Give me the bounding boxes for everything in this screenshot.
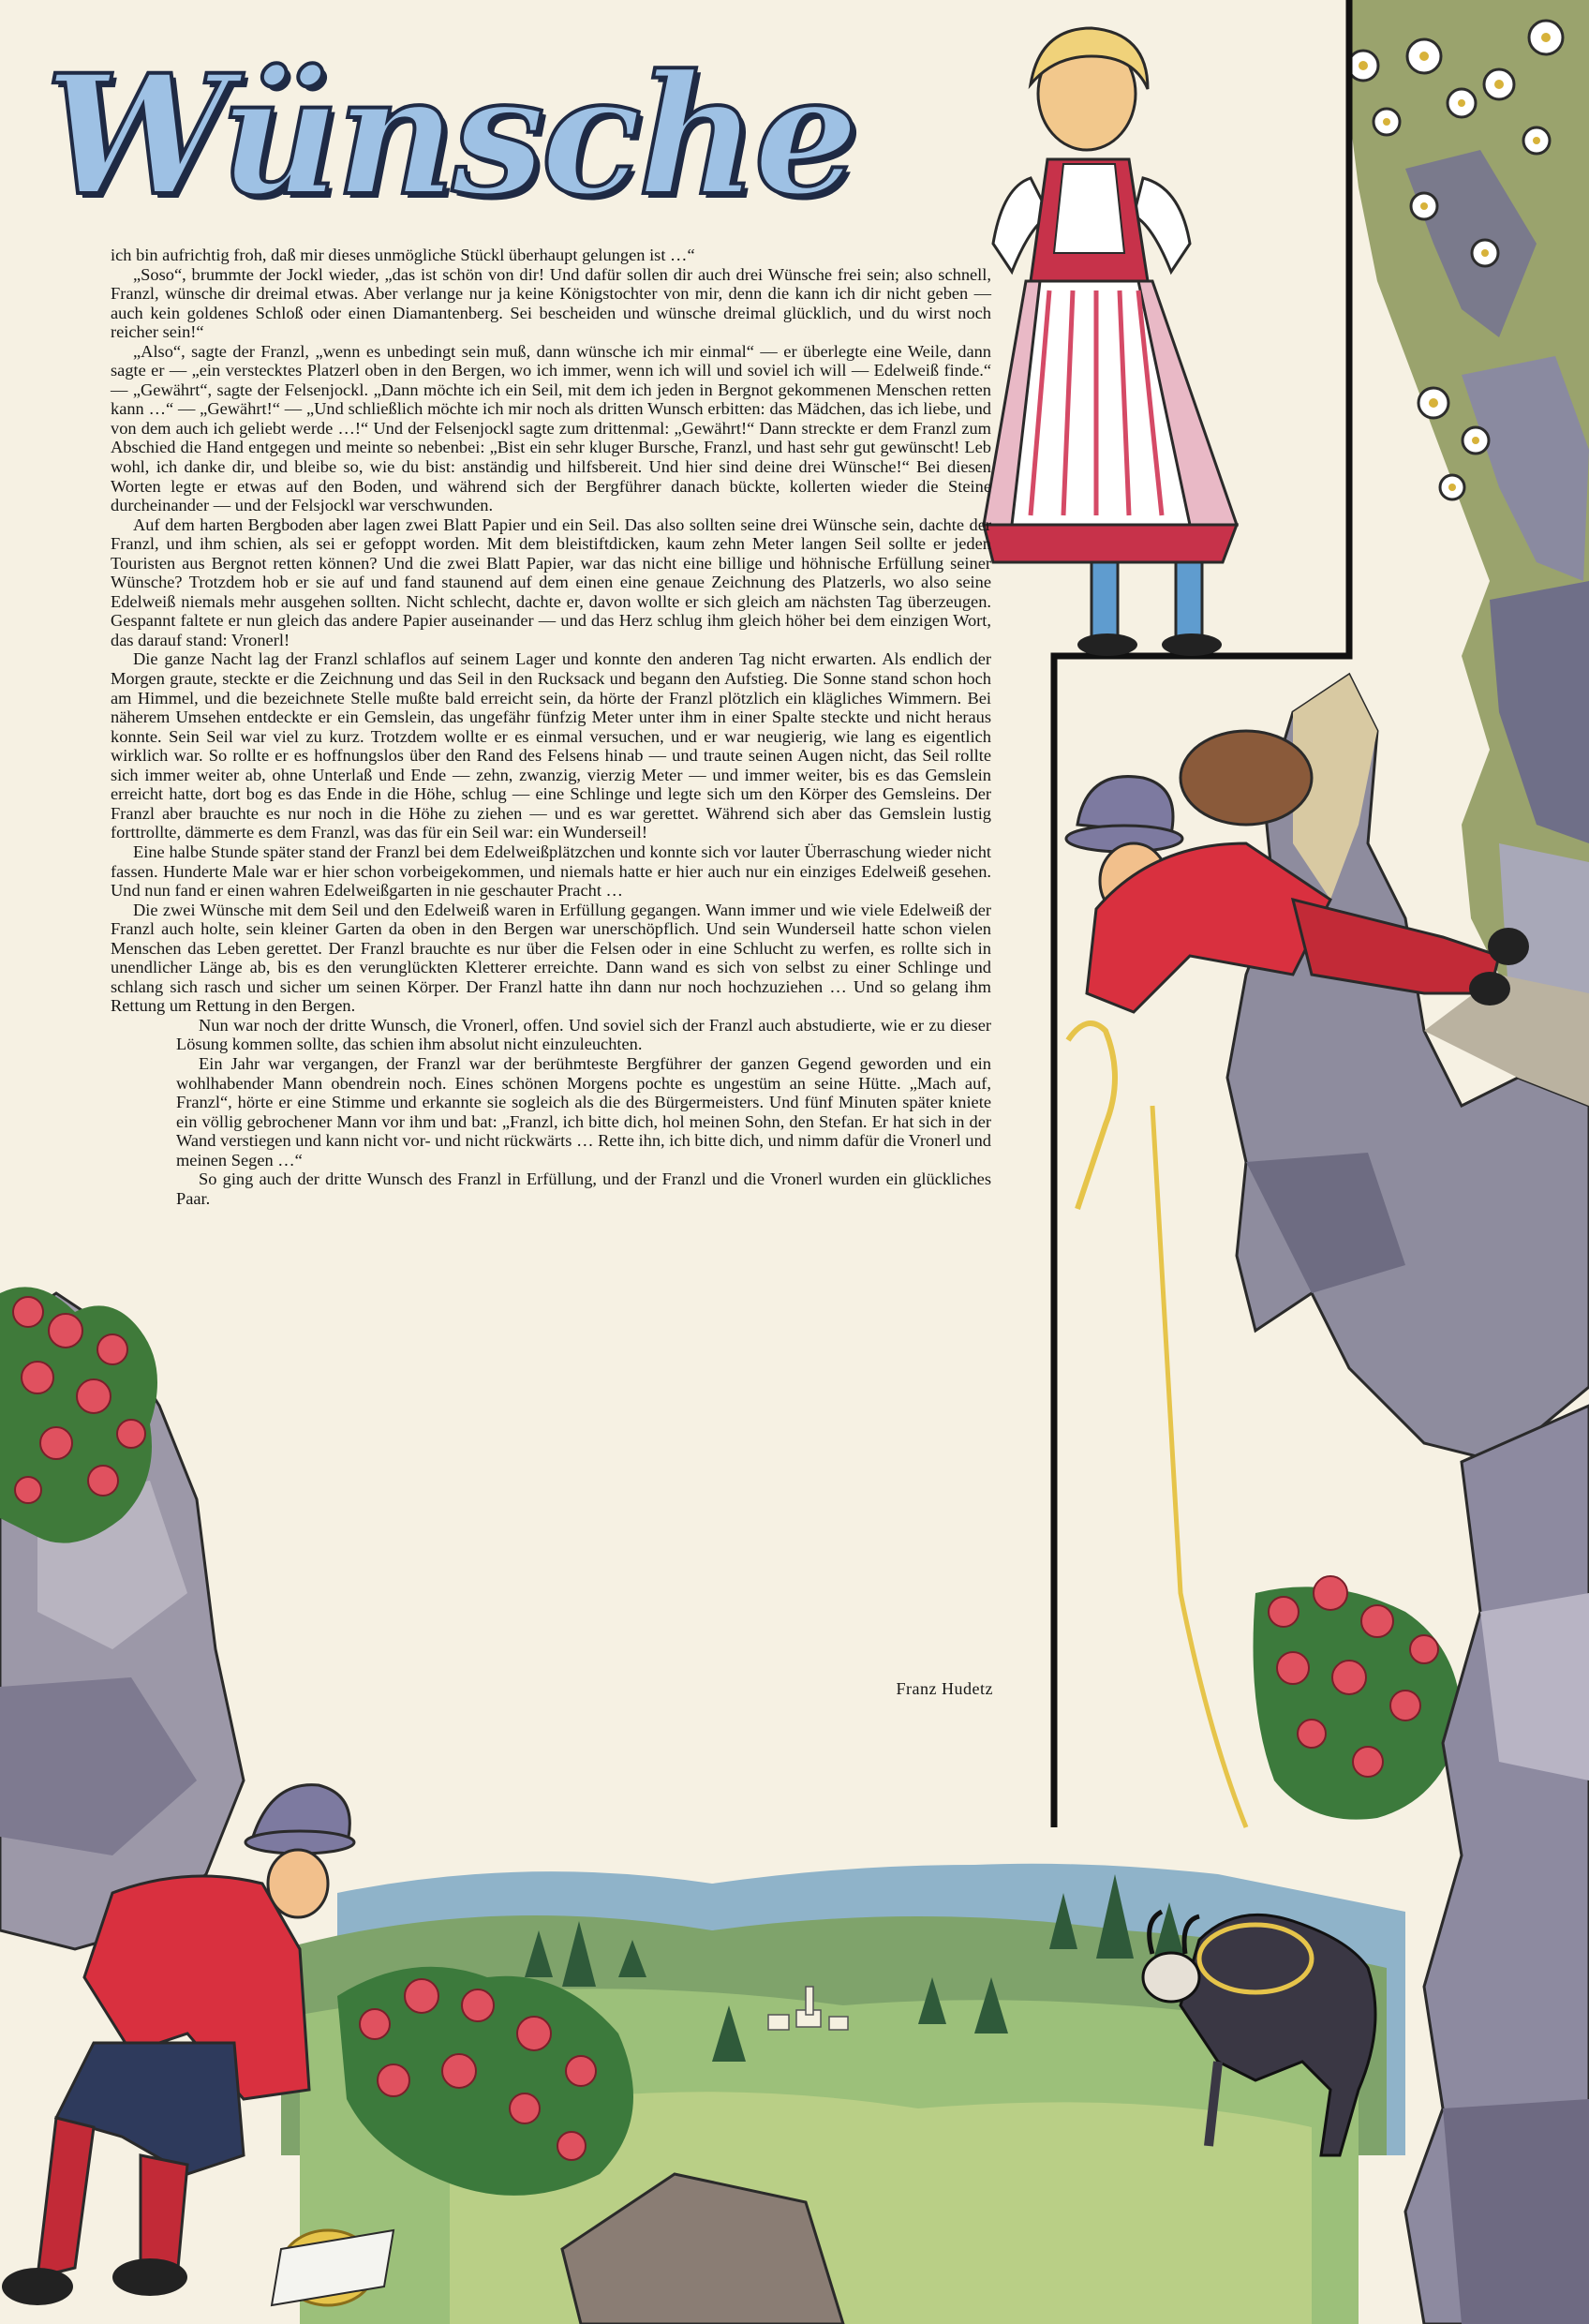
paragraph: Nun war noch der dritte Wunsch, die Vronerl, offen. Und soviel sich der Franzl auch abstudierte, wie er zu dieser Lösung kommen sollte, das schien ihm absolut nicht einzuleuchten. [176,1015,991,1054]
paragraph: ich bin aufrichtig froh, daß mir dieses unmögliche Stückl überhaupt gelungen ist …“ [111,246,695,264]
paragraph: Ein Jahr war vergangen, der Franzl war der berühmteste Bergführer der ganzen Gegend geworden und ein wohlhabender Mann obendrein noch. Eines schönen Morgens pochte es ungestüm an seine Hütte. „Mach auf, Franzl“, hörte er eine Stimme und erkannte sie sogleich als die des Bürgermeisters. Und fünf Minuten später kniete ein völlig gebrochener Mann vor ihm und bat: „Franzl, ich bitte dich, hol meinen Sohn, den Stefan. Er hat sich in der Wand verstiegen und kann nicht vor- und nicht rückwärts … Rette ihn, ich bitte dich, und nimm dafür die Vronerl und meinen Segen …“ [176,1053,991,1169]
paragraph: Auf dem harten Bergboden aber lagen zwei Blatt Papier und ein Seil. Das also sollten seine drei Wünsche sein, dachte der Franzl, und ihm schien, als sei er gefoppt worden. Mit dem bleistiftdicken, kaum zehn Meter langen Seil sollte er jeden Touristen aus Bergnot retten können? Und die zwei Blatt Papier, war das nicht eine billige und höhnische Erfüllung seiner Wünsche? Trotzdem hob er sie auf und fand staunend auf dem einen eine genaue Zeichnung des Platzerls, wo also seine Edelweiß niemals mehr ausgehen sollten. Nicht schlecht, dachte er, davon wollte er sich gleich am nächsten Tag überzeugen. Gespannt faltete er nun gleich das andere Papier auseinander — und das Herz schlug ihm gleich höher bei dem einzigen Wort, das darauf stand: Vronerl! [111,514,991,649]
author-signature: Franz Hudetz [896,1679,993,1698]
paragraph: Die zwei Wünsche mit dem Seil und den Edelweiß waren in Erfüllung gegangen. Wann immer und wie viele Edelweiß der Franzl auch holte, sein kleiner Garten da oben in den Bergen war unerschöpflich. Und sein Wunderseil hatte schon vielen Menschen das Leben gerettet. Der Franzl brauchte es nur über die Felsen oder in eine Schlucht zu werfen, es rollte sich in unendlicher Länge ab, bis es den verunglückten Kletterer erreichte. Dann wand es sich von selbst zu einer Schlinge und schlang sich rasch und sicher um seinen Körper. Der Franzl hatte ihn dann nur noch hochzuziehen … Und so gelang ihm Rettung um Rettung in den Bergen. [111,900,991,1016]
paragraph: Die ganze Nacht lag der Franzl schlaflos auf seinem Lager und konnte den anderen Tag nicht erwarten. Als endlich der Morgen graute, steckte er die Zeichnung und das Seil in den Rucksack und begann den Aufstieg. Die Sonne stand schon hoch am Himmel, und die bezeichnete Stelle mußte bald erreicht sein, da hörte der Franzl plötzlich ein klägliches Wimmern. Bei näherem Umsehen entdeckte er ein Gemslein, das ungefähr fünfzig Meter unter ihm in einer Spalte steckte und nicht heraus konnte. Sein Seil war viel zu kurz. Trotzdem wollte er es einmal versuchen, und er war neugierig, wie lang es eigentlich wirklich war. So rollte er es hoffnungslos über den Rand des Felsens hinab — und traute seinen Augen nicht, das Seil rollte sich immer weiter ab, ohne Unterlaß und Ende — zehn, zwanzig, vierzig Meter — und immer weiter, bis es das Gemslein erreicht hatte, dort bog es das Ende in die Höhe, schlug — eine Schlinge und legte sich um den Körper des Gemsleins. Der Franzl aber brauchte es nur noch in die Höhe zu ziehen — und es war gerettet. Während sich aber das Gemslein lustig forttrollte, dämmerte es dem Franzl, was das für ein Seil war: ein Wunderseil! [111,649,991,842]
article-body [111,246,991,1208]
paragraph: So ging auch der dritte Wunsch des Franzl in Erfüllung, und der Franzl und die Vronerl wurden ein glückliches Paar. [176,1169,991,1208]
paragraph: „Soso“, brummte der Jockl wieder, „das ist schön von dir! Und dafür sollen dir auch drei Wünsche frei sein; also schnell, Franzl, wünsche dir dreimal etwas. Aber verlange nur ja keine Königstochter von mir, denn die kann ich dir nicht geben — auch kein goldenes Schloß oder einen Diamantenberg. Sei bescheiden und wünsche dreimal glücklich, und du wirst noch reicher sein!“ [111,264,991,342]
paragraph: Eine halbe Stunde später stand der Franzl bei dem Edelweißplätzchen und konnte sich vor lauter Überraschung wieder nicht fassen. Hunderte Male war er hier schon vorbeigekommen, und niemals hatte er hier auch nur ein einziges Edelweiß gesehen. Und nun fand er einen wahren Edelweißgarten in nie geschauter Pracht … [111,842,991,901]
paragraph: „Also“, sagte der Franzl, „wenn es unbedingt sein muß, dann wünsche ich mir einmal“ — er überlegte eine Weile, dann sagte er — „ein verstecktes Platzerl oben in den Bergen, wo ich immer, wenn ich will und soviel ich will — Edelweiß finde.“ — „Gewährt“, sagte der Felsenjockl. „Dann möchte ich ein Seil, mit dem ich jeden in Bergnot gekommenen Menschen retten kann …“ — „Gewährt!“ — „Und schließlich möchte ich mir noch als dritten Wunsch erbitten: das Mädchen, das ich liebe, und von dem auch ich geliebt werde …!“ Und der Felsenjockl sagte zum drittenmal: „Gewährt!“ Dann streckte er dem Franzl zum Abschied die Hand entgegen und meinte so nebenbei: „Bist ein sehr kluger Bursche, Franzl, und hast sehr gut gewünscht! Leb wohl, ich danke dir, und bleibe so, wie du bist: anständig und hilfsbereit. Und hier sind deine drei Wünsche!“ Bei diesen Worten legte er etwas auf den Boden, und während sich der Bergführer danach bückte, kollerten wieder die Steine durcheinander — und der Felsjockl war verschwunden. [111,341,991,515]
article-title: Wünsche [45,38,855,232]
